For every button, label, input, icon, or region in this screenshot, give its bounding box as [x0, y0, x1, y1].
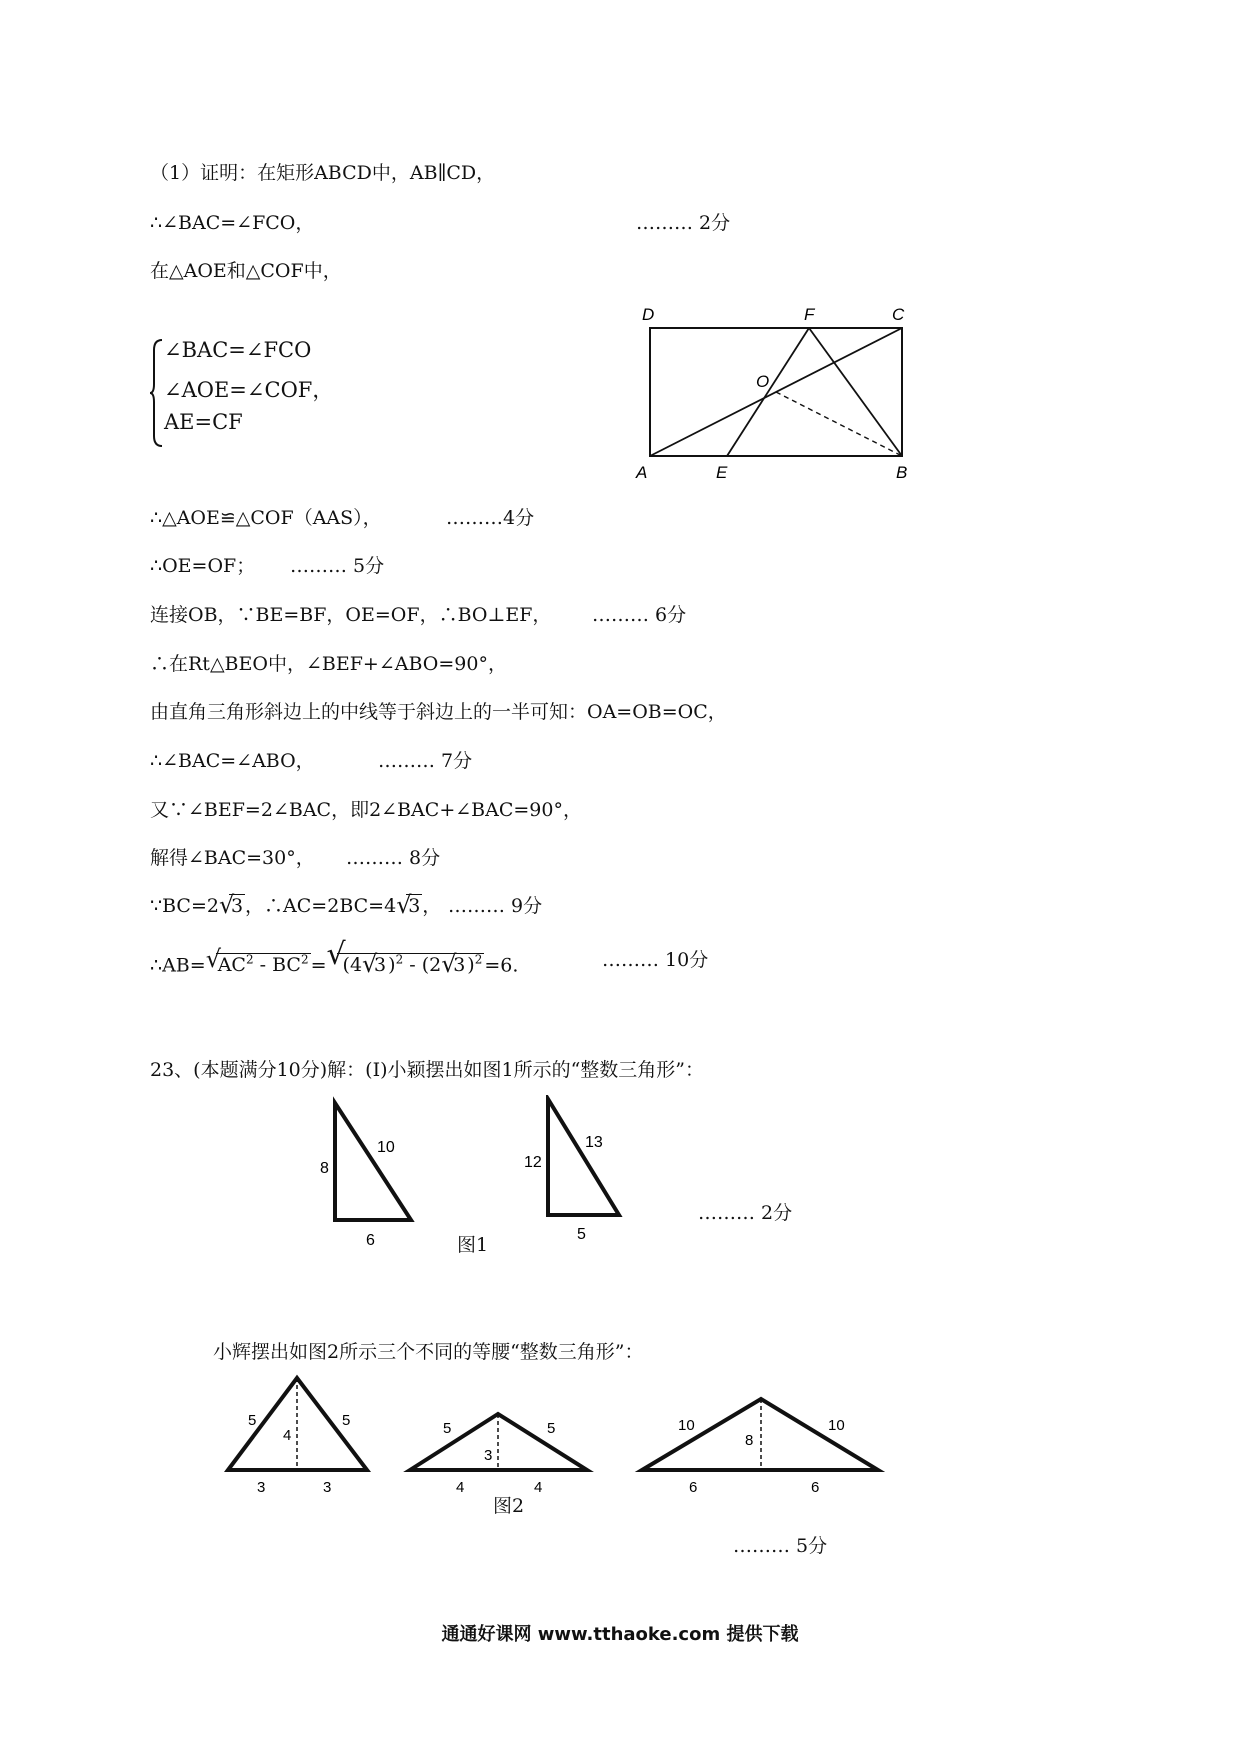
system-row: ∠BAC=∠FCO [164, 338, 312, 362]
line-2: ∴∠BAC=∠FCO， [150, 212, 315, 234]
side-label: 8 [745, 1432, 754, 1449]
score-2: ……… 2分 [636, 212, 731, 234]
line-1: （1）证明：在矩形ABCD中，AB∥CD， [150, 162, 496, 184]
figure-2 [215, 1370, 895, 1500]
line-3: 在△AOE和△COF中， [150, 260, 342, 282]
system-row: ∠AOE=∠COF， [164, 378, 334, 402]
side-label: 5 [547, 1420, 556, 1437]
sqrt: √ 3 [218, 891, 244, 919]
score-q23-2: ……… 2分 [698, 1202, 793, 1224]
segment-ob [776, 392, 902, 456]
line-8: 由直角三角形斜边上的中线等于斜边上的一半可知：OA=OB=OC， [150, 701, 727, 723]
system-row: AE=CF [164, 410, 243, 434]
score-5: ……… 5分 [290, 555, 385, 577]
side-label: 3 [484, 1447, 493, 1464]
text: ，∴AC=2BC=4 [245, 895, 397, 917]
line-6: 连接OB，∵BE=BF，OE=OF，∴BO⊥EF， [150, 604, 552, 626]
line-9: ∴∠BAC=∠ABO， [150, 750, 315, 772]
label-c: C [892, 305, 905, 324]
side-label: 5 [577, 1226, 586, 1243]
brace-icon [150, 338, 164, 448]
score-4: ………4分 [446, 507, 535, 529]
segment-ef [727, 328, 809, 456]
score-10: ……… 10分 [602, 949, 709, 971]
side-label: 4 [456, 1479, 465, 1496]
q23-heading: 23、(本题满分10分)解：(I)小颖摆出如图1所示的“整数三角形”： [150, 1059, 705, 1081]
text: ∵BC=2 [150, 895, 219, 917]
side-label: 8 [320, 1160, 329, 1177]
isosceles-triangle-10-10-12 [642, 1399, 878, 1470]
line-5: ∴OE=OF； [150, 555, 256, 577]
rectangle-figure [630, 300, 930, 490]
label-b: B [896, 463, 908, 482]
side-label: 10 [678, 1417, 695, 1434]
side-label: 6 [689, 1479, 698, 1496]
side-label: 5 [342, 1412, 351, 1429]
line-11: 解得∠BAC=30°， [150, 847, 315, 869]
segment-fb [809, 328, 902, 456]
paragraph-2: 小辉摆出如图2所示三个不同的等腰“整数三角形”： [213, 1341, 644, 1363]
side-label: 12 [524, 1154, 542, 1171]
side-label: 3 [257, 1479, 266, 1496]
side-label: 3 [323, 1479, 332, 1496]
line-7: ∴在Rt△BEO中，∠BEF+∠ABO=90°， [150, 653, 507, 675]
score-7: ……… 7分 [378, 750, 473, 772]
label-e: E [716, 463, 728, 482]
score-9: ……… 9分 [448, 895, 543, 917]
line-10: 又∵∠BEF=2∠BAC，即2∠BAC+∠BAC=90°， [150, 799, 582, 821]
figure-1 [300, 1095, 660, 1255]
sqrt: √ $AC^2 - BC^2$ [205, 945, 309, 977]
triangle-12-13-5 [548, 1099, 619, 1215]
score-8: ……… 8分 [346, 847, 441, 869]
side-label: 5 [443, 1420, 452, 1437]
label-d: D [642, 305, 655, 324]
sqrt: √ (4 √ 3 )$^2$ - (2 √ 3 )$^2$ [326, 937, 483, 979]
label-f: F [804, 305, 815, 324]
label-a: A [636, 463, 648, 482]
score-q23-5: ……… 5分 [733, 1535, 828, 1557]
score-6: ……… 6分 [592, 604, 687, 626]
figure-2-caption: 图2 [493, 1495, 525, 1517]
triangle-8-10-6 [335, 1103, 411, 1220]
line-12 [150, 893, 441, 919]
figure-1-caption: 图1 [457, 1234, 489, 1256]
label-o: O [756, 372, 770, 391]
side-label: 6 [811, 1479, 820, 1496]
side-label: 10 [377, 1139, 395, 1156]
side-label: 4 [534, 1479, 543, 1496]
side-label: 6 [366, 1232, 375, 1249]
text: ， [422, 895, 442, 917]
side-label: 4 [283, 1427, 292, 1444]
side-label: 10 [828, 1417, 845, 1434]
line-4: ∴△AOE≌△COF（AAS）， [150, 507, 382, 529]
line-13: ∴AB= √ $AC^2 - BC^2$ = √ (4 √ 3 )$^2$ - (2 √ 3 )$^2$ =6. [150, 937, 519, 979]
footer-watermark: 通通好课网 www.tthaoke.com 提供下载 [441, 1624, 799, 1645]
equation-system [150, 338, 350, 448]
side-label: 13 [585, 1134, 603, 1151]
side-label: 5 [248, 1412, 257, 1429]
sqrt: √ 3 [396, 891, 421, 919]
